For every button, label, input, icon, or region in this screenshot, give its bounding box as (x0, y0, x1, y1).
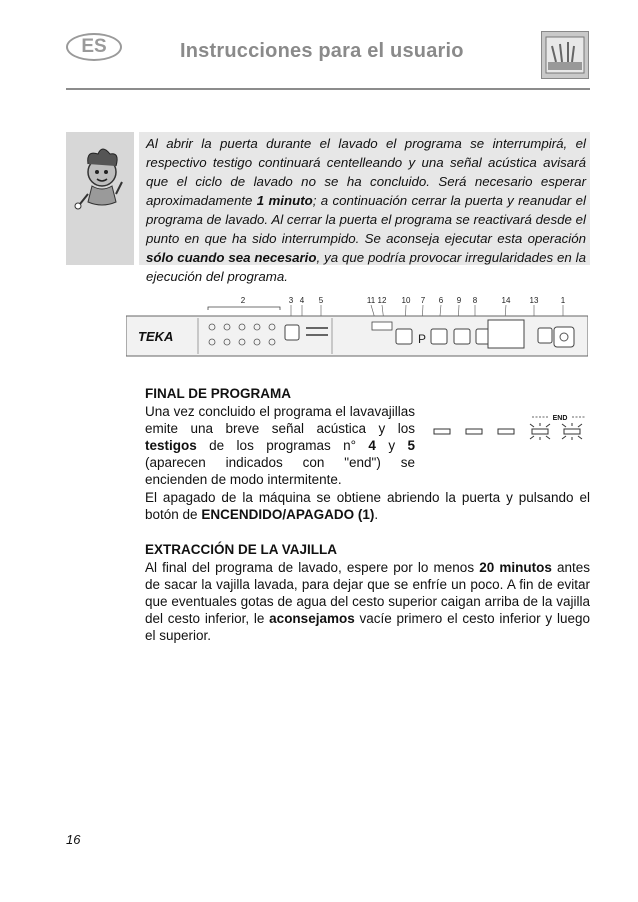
note-emphasis: sólo cuando sea necesario (146, 250, 317, 265)
text-part: de los programas n° (196, 438, 369, 453)
note-text-part: Al abrir la puerta durante el lavado el programa se interrumpirá, el respectivo testigo continuará centelleando y una señal acústica avisará que el ciclo de lavado no se ha concluido. Será necesario esperar aproximadamente (146, 136, 586, 208)
callout-13: 13 (529, 296, 539, 305)
indicator-light (434, 429, 450, 434)
note-emphasis: 1 minuto (256, 193, 313, 208)
dishwasher-photo-image (542, 32, 588, 78)
text-part: y (375, 438, 408, 453)
callout-11: 11 (366, 296, 376, 305)
section-title-final: FINAL DE PROGRAMA (145, 386, 292, 401)
dishwasher-photo (541, 31, 589, 79)
text-emphasis: ENCENDIDO/APAGADO (1) (201, 507, 375, 522)
text-emphasis: 20 minutos (479, 560, 552, 575)
indicator-light (466, 429, 482, 434)
callout-2: 2 (240, 296, 246, 305)
end-indicator-diagram (430, 413, 590, 443)
callout-10: 10 (401, 296, 411, 305)
text-part: vacíe primero el cesto inferior y luego el superior. (145, 611, 590, 643)
panel-p-label: P (417, 332, 427, 346)
callout-12: 12 (377, 296, 387, 305)
brand-logo: TEKA (138, 329, 174, 344)
text-emphasis: aconsejamos (269, 611, 355, 626)
note-text (146, 134, 586, 286)
control-panel-diagram (126, 296, 588, 358)
callout-4: 4 (299, 296, 305, 305)
control-panel-svg (126, 296, 588, 358)
power-off-paragraph (145, 489, 590, 523)
indicator-light-blinking (562, 423, 582, 440)
callout-1: 1 (560, 296, 566, 305)
cartoon-character-icon (66, 132, 134, 265)
extraction-paragraph (145, 559, 590, 644)
page-title: Instrucciones para el usuario (180, 40, 464, 62)
language-badge-label: ES (81, 36, 107, 57)
callout-9: 9 (456, 296, 462, 305)
final-paragraph (145, 403, 415, 488)
text-part: (aparecen indicados con "end") se encienden de modo intermitente. (145, 455, 415, 487)
callout-5: 5 (318, 296, 324, 305)
callout-3: 3 (288, 296, 294, 305)
language-badge (66, 33, 122, 61)
text-emphasis: 5 (407, 438, 415, 453)
text-part: El apagado de la máquina se obtiene abriendo la puerta y pulsando el botón de (145, 490, 590, 522)
text-part: antes de sacar la vajilla lavada, para dejar que se enfríe un poco. A fin de evitar que eventuales gotas de agua del cesto superior caigan arriba de la vajilla del cesto inferior, le (145, 560, 590, 626)
end-label: END (552, 415, 568, 422)
section-title-extraction: EXTRACCIÓN DE LA VAJILLA (145, 542, 338, 557)
text-part: Al final del programa de lavado, espere por lo menos (145, 560, 480, 575)
text-part: . (374, 507, 379, 522)
note-text-part: , ya que podría provocar irregularidades en la ejecución del programa. (146, 250, 586, 284)
callout-7: 7 (420, 296, 426, 305)
text-emphasis: testigos (145, 438, 197, 453)
indicator-light-blinking (530, 423, 550, 440)
page-number: 16 (66, 832, 81, 847)
indicator-light (498, 429, 514, 434)
callout-14: 14 (501, 296, 511, 305)
note-text-part: ; a continuación cerrar la puerta y reanudar el programa de lavado. Al cerrar la puerta el programa se reactivará desde el punto en que ha sido interrumpido. Se aconseja ejecutar esta operación (146, 193, 586, 246)
header-divider (66, 88, 590, 90)
end-indicator-svg (430, 413, 590, 443)
note-icon-panel (66, 132, 134, 265)
text-emphasis: 4 (368, 438, 376, 453)
callout-6: 6 (438, 296, 444, 305)
callout-8: 8 (472, 296, 478, 305)
text-part: Una vez concluido el programa el lavavajillas emite una breve señal acústica y los (145, 404, 415, 436)
